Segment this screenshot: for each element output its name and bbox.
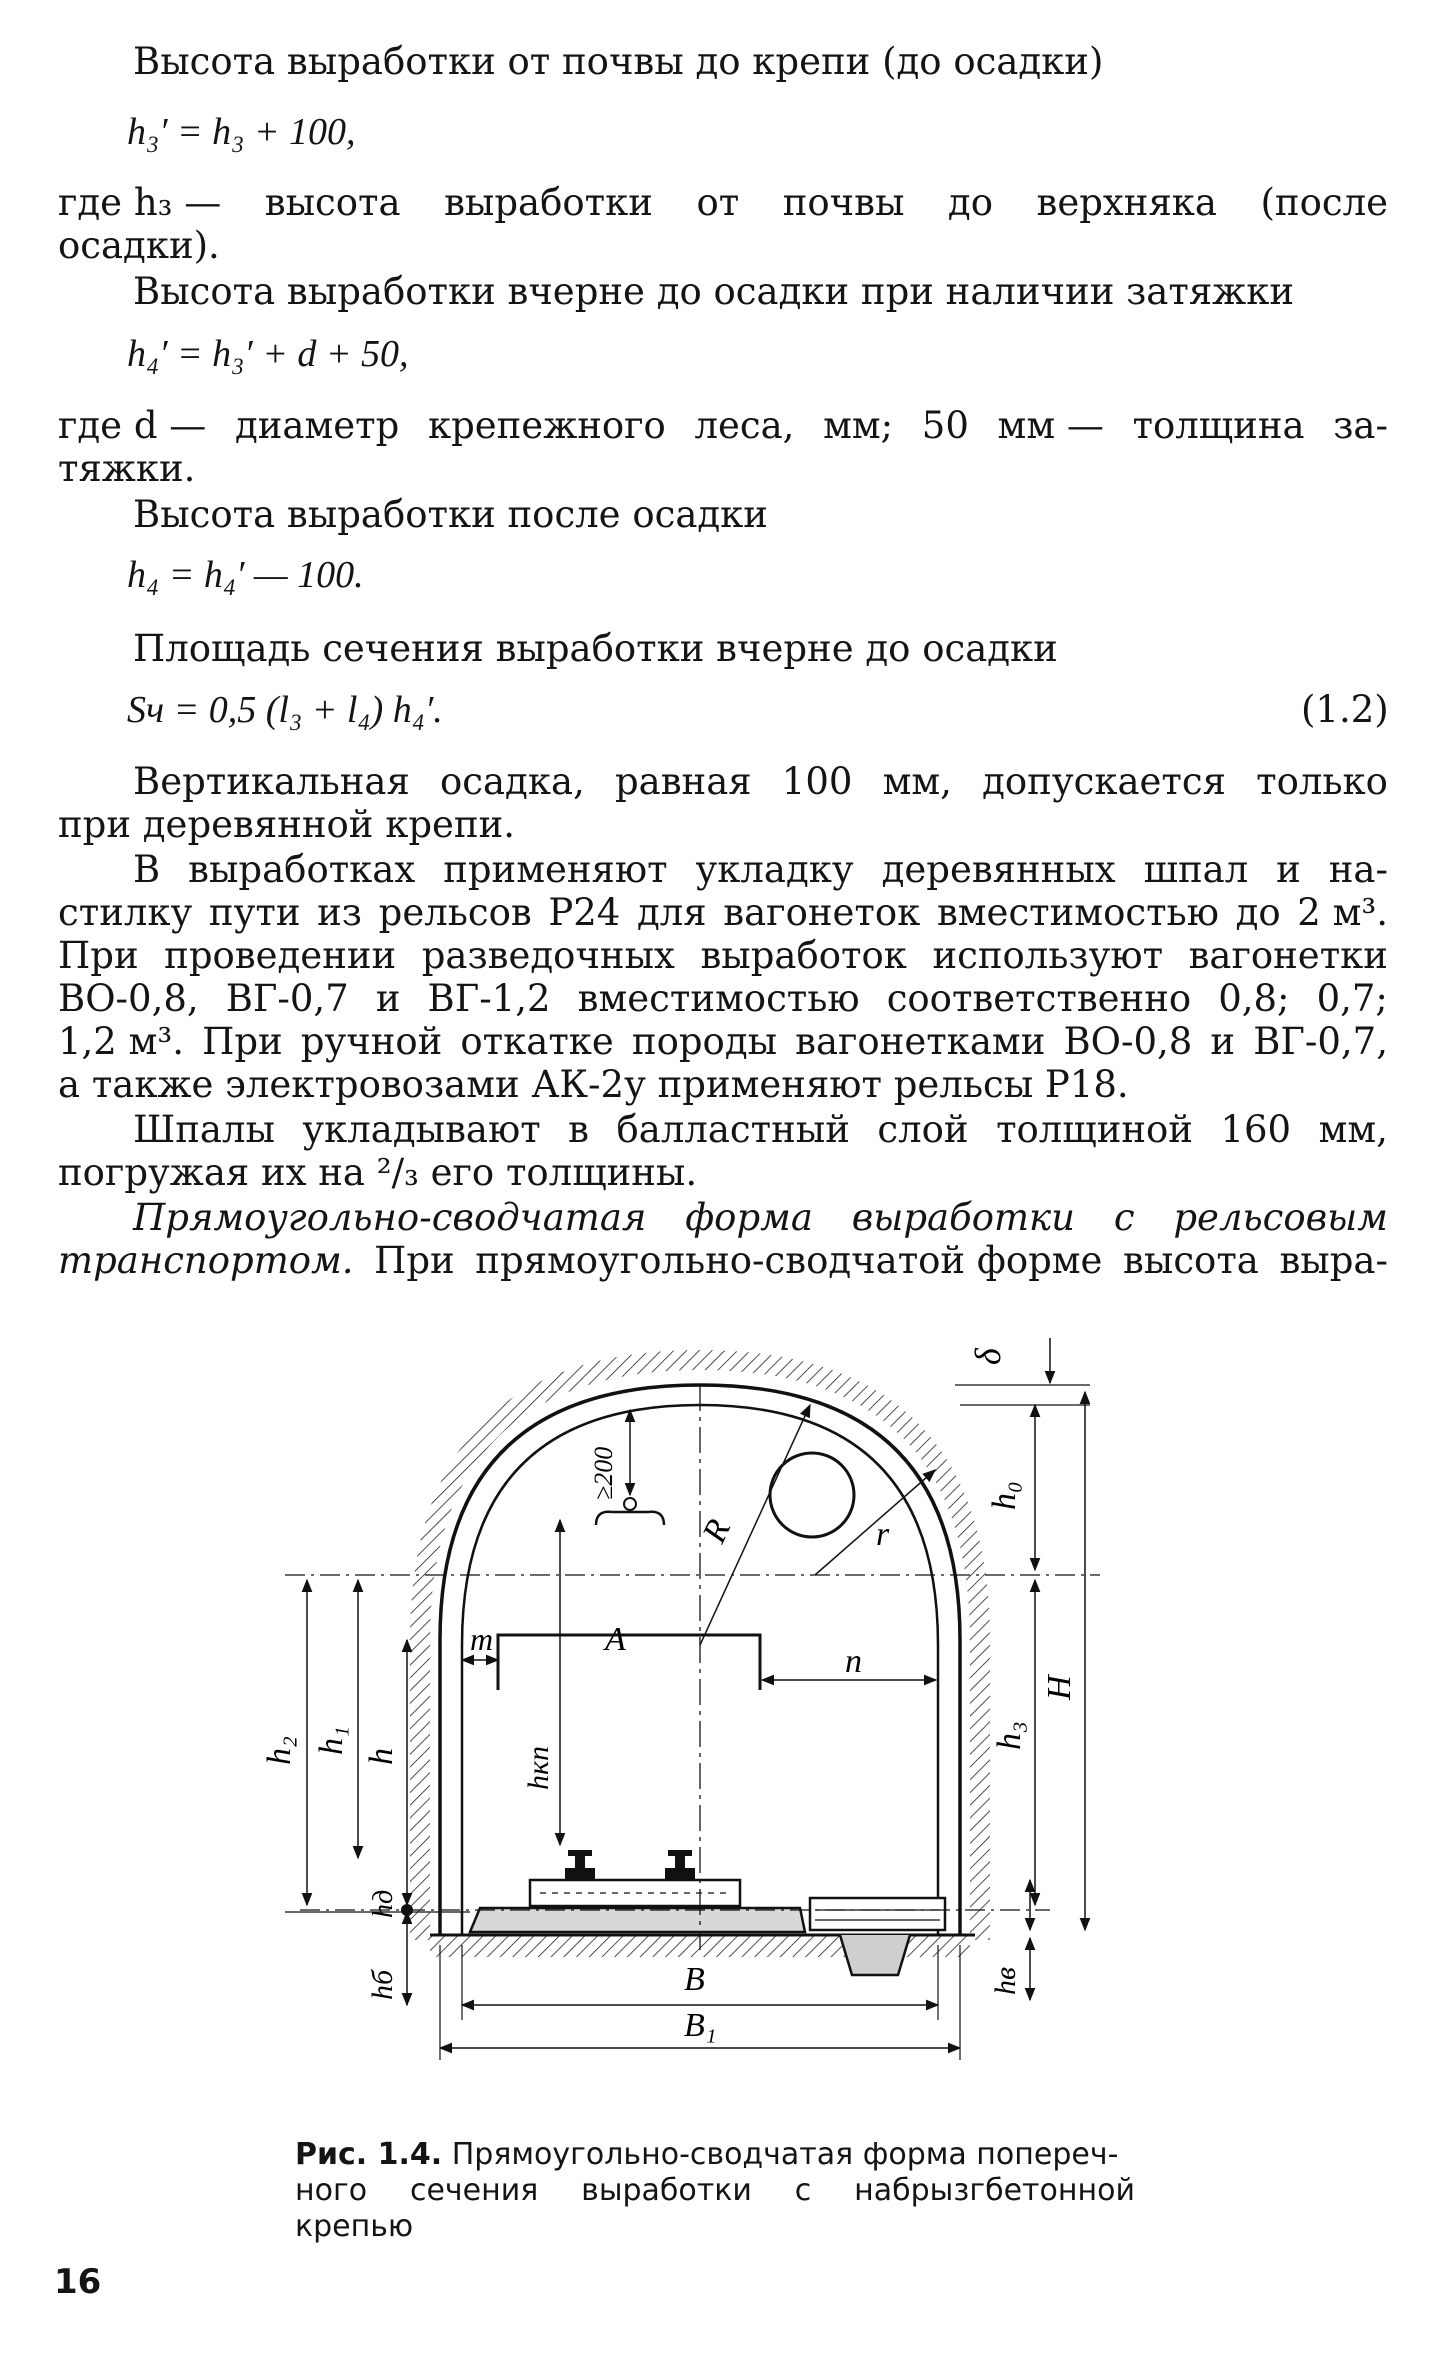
word: с [1113, 1196, 1135, 1239]
word: рельсов [378, 891, 532, 934]
word: и [375, 977, 401, 1020]
word: 160 [1220, 1108, 1292, 1151]
word: При [58, 934, 139, 977]
word: ВГ-1,2 [427, 977, 551, 1020]
paragraph-height-to-support: Высота выработки от почвы до крепи (до осадки) [133, 40, 1104, 83]
label-m: m [470, 1621, 494, 1657]
word: высота [264, 181, 401, 224]
formula-area: Sч = 0,5 (l₃ + l₄) h₄′. [127, 689, 443, 731]
paragraph-rough-height: Высота выработки вчерне до осадки при наличии затяжки [133, 270, 1294, 313]
word: допускается [982, 760, 1226, 803]
word: пути [208, 891, 301, 934]
word: вместимостью [577, 977, 860, 1020]
label-h2: h₂ [261, 1736, 298, 1765]
word: балластный [616, 1108, 850, 1151]
word: где h₃ — [58, 181, 222, 224]
word: вагонетками [795, 1020, 1046, 1063]
ballast-layer [470, 1908, 805, 1932]
word: При [202, 1020, 283, 1063]
word: стилку [58, 891, 193, 934]
word: с [794, 2173, 812, 2208]
word: 50 [921, 404, 969, 447]
word: сечения [409, 2173, 539, 2208]
label-delta: δ [968, 1348, 1008, 1365]
word: леса, [694, 404, 795, 447]
figure-caption-number: Рис. 1.4. [295, 2137, 443, 2172]
word: из [317, 891, 362, 934]
word: При [374, 1239, 455, 1282]
word: выработки [851, 1196, 1075, 1239]
word: соответственно [886, 977, 1192, 1020]
label-hkp: hкп [522, 1745, 555, 1790]
word: транспортом. [58, 1239, 354, 1282]
word: ВГ-0,7, [1253, 1020, 1388, 1063]
word: В [133, 848, 161, 891]
word: проведении [164, 934, 397, 977]
word: шпал [1143, 848, 1249, 891]
word: и [1210, 1020, 1236, 1063]
label-A: A [605, 1621, 626, 1658]
word: вагонетки [1188, 934, 1388, 977]
word: рельсовым [1173, 1196, 1388, 1239]
label-R: R [695, 1513, 739, 1549]
equation-number: (1.2) [1301, 688, 1389, 731]
word: вместимостью [936, 891, 1219, 934]
paragraph-height-after-settlement: Высота выработки после осадки [133, 493, 768, 536]
paragraph-cross-section-area: Площадь сечения выработки вчерне до осадки [133, 627, 1058, 670]
word: укладывают [302, 1108, 541, 1151]
word: выработках [188, 848, 416, 891]
word: выработки [581, 2173, 752, 2208]
word: Р24 [548, 891, 621, 934]
figure-caption-line-1 [295, 2137, 1118, 2173]
word: 1,2 м³. [58, 1020, 184, 1063]
word: ВО-0,8, [58, 977, 199, 1020]
rail-right [665, 1850, 695, 1880]
vehicle-outline [498, 1635, 760, 1690]
word: откатке [460, 1020, 614, 1063]
word: толщина [1132, 404, 1305, 447]
word: применяют [443, 848, 668, 891]
word: на- [1328, 848, 1388, 891]
word: толщиной [996, 1108, 1193, 1151]
word: в [568, 1108, 590, 1151]
word: вагонеток [723, 891, 921, 934]
paragraph-where-d-end: тяжки. [58, 447, 196, 490]
figure-caption-line-2 [295, 2173, 1135, 2209]
label-h: h [363, 1748, 400, 1765]
word: ВГ-0,7 [225, 977, 349, 1020]
word: ручной [300, 1020, 443, 1063]
rail-left [565, 1850, 595, 1880]
word: для [637, 891, 707, 934]
figure-caption-title: Прямоугольно-сводчатая форма попереч- [451, 2137, 1119, 2172]
word: слой [877, 1108, 969, 1151]
word: где d — [58, 404, 207, 447]
word: от [696, 181, 740, 224]
word: и [1276, 848, 1301, 891]
ditch [840, 1935, 910, 1975]
word: почвы [782, 181, 905, 224]
label-hv: hв [989, 1966, 1022, 1995]
word: выработок [700, 934, 907, 977]
figure-caption-line-3: крепью [295, 2209, 414, 2244]
word: Вертикальная [133, 760, 410, 803]
formula-h4-prime: h₄′ = h₃′ + d + 50, [127, 333, 409, 375]
label-n: n [845, 1643, 862, 1680]
word: 100 [781, 760, 853, 803]
word: 0,8; [1218, 977, 1290, 1020]
word: мм, [882, 760, 952, 803]
label-h1: h₁ [313, 1726, 350, 1755]
word: диаметр [234, 404, 400, 447]
word: крепежного [427, 404, 666, 447]
word: используют [932, 934, 1164, 977]
label-B1: B₁ [684, 2007, 717, 2044]
word: за- [1333, 404, 1388, 447]
label-B: B [684, 1961, 705, 1998]
word: породы [631, 1020, 778, 1063]
formula-h4: h₄ = h₄′ — 100. [127, 554, 364, 596]
word: деревянных [881, 848, 1116, 891]
word: прямоугольно-сводчатой форме [475, 1239, 1103, 1282]
word: набрызгбетонной [854, 2173, 1135, 2208]
word: до [1235, 891, 1281, 934]
label-r: r [876, 1516, 890, 1553]
word: разведочных [421, 934, 675, 977]
ditch-cover [810, 1898, 945, 1930]
label-H: H [1041, 1675, 1078, 1700]
paragraph-rails-line-6: а также электровозами АК-2у применяют рельсы Р18. [58, 1063, 1129, 1106]
word: форма [685, 1196, 813, 1239]
word: осадка, [439, 760, 585, 803]
paragraph-where-h3-end: осадки). [58, 224, 220, 267]
paragraph-sleepers-line-2: погружая их на ²/₃ его толщины. [58, 1151, 698, 1194]
page-number: 16 [54, 2262, 102, 2302]
label-h3: h₃ [991, 1721, 1028, 1750]
word: до [947, 181, 993, 224]
label-ge200: ≥200 [589, 1446, 618, 1500]
word: высота [1123, 1239, 1259, 1282]
word: мм; [823, 404, 894, 447]
word: равная [614, 760, 752, 803]
word: 0,7; [1316, 977, 1388, 1020]
word: только [1256, 760, 1388, 803]
word: ВО-0,8 [1063, 1020, 1193, 1063]
word: (после [1260, 181, 1388, 224]
paragraph-settlement-line-2: при деревянной крепи. [58, 803, 516, 846]
label-h0: h₀ [986, 1481, 1023, 1510]
word: Прямоугольно-сводчатая [133, 1196, 647, 1239]
formula-h3-prime: h₃′ = h₃ + 100, [127, 111, 356, 153]
word: верхняка [1036, 181, 1217, 224]
word: укладку [695, 848, 854, 891]
label-hb: hб [366, 1969, 399, 2000]
word: Шпалы [133, 1108, 275, 1151]
label-hd: hд [368, 1889, 399, 1918]
word: выра- [1279, 1239, 1388, 1282]
word: ного [295, 2173, 368, 2208]
word: мм — [997, 404, 1104, 447]
word: мм, [1318, 1108, 1388, 1151]
word: выработки [444, 181, 653, 224]
word: 2 м³. [1297, 891, 1388, 934]
